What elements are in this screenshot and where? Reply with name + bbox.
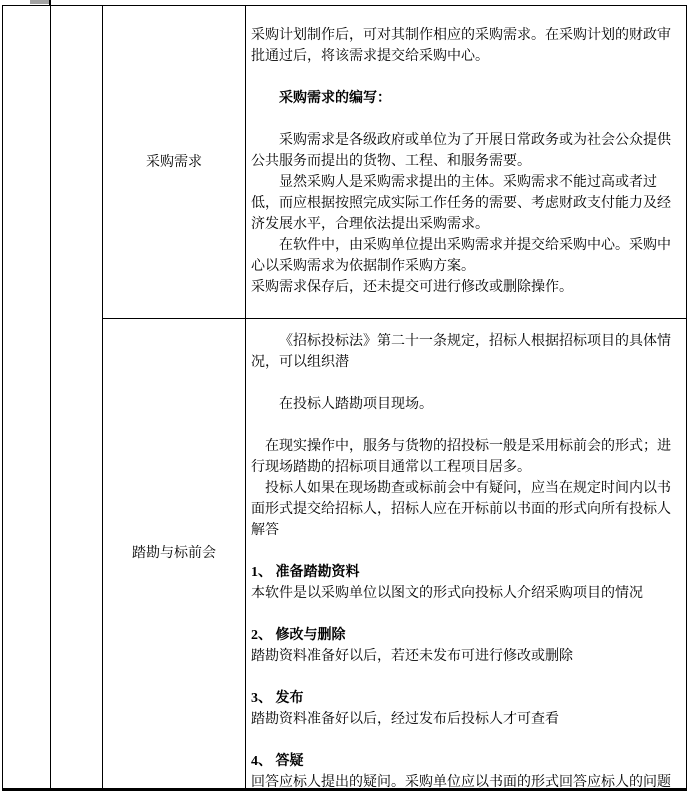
row-content-procurement-demand bbox=[246, 6, 686, 319]
paragraph: 显然采购人是采购需求提出的主体。采购需求不能过高或者过低，而应根据按照完成实际工作任务的需要、考虑财政支付能力及经济发展水平，合理依法提出采购需求。 bbox=[251, 175, 671, 232]
paragraph: 投标人如果在现场勘查或标前会中有疑问，应当在规定时间内以书面形式提交给招标人，招标人应在开标前以书面的形式向所有投标人解答 bbox=[251, 481, 671, 538]
blank-line bbox=[251, 415, 682, 436]
row-label-cell-site-survey bbox=[103, 319, 246, 788]
paragraph: 3、 发布 bbox=[251, 691, 304, 706]
blank-line bbox=[251, 604, 682, 625]
paragraph: 踏勘资料准备好以后，经过发布后投标人才可查看 bbox=[251, 712, 559, 727]
paragraph: 1、 准备踏勘资料 bbox=[251, 565, 360, 580]
paragraph: 采购计划制作后，可对其制作相应的采购需求。在采购计划的财政审批通过后，将该需求提交给采购中心。 bbox=[251, 28, 671, 64]
document-table bbox=[2, 5, 687, 791]
empty-cell-col1 bbox=[3, 6, 51, 788]
row-label-cell-procurement-demand bbox=[103, 6, 246, 319]
blank-line bbox=[251, 667, 682, 688]
paragraph: 2、 修改与删除 bbox=[251, 628, 346, 643]
row-label-site-survey: 踏勘与标前会 bbox=[132, 546, 216, 561]
blank-line bbox=[251, 67, 682, 88]
scrollbar-artifact bbox=[30, 0, 50, 4]
blank-line bbox=[251, 109, 682, 130]
paragraph: 《招标投标法》第二十一条规定，招标人根据招标项目的具体情况，可以组织潜 bbox=[251, 334, 671, 370]
paragraph: 踏勘资料准备好以后，若还未发布可进行修改或删除 bbox=[251, 649, 573, 664]
paragraph: 在软件中，由采购单位提出采购需求并提交给采购中心。采购中心以采购需求为依据制作采购方案。 bbox=[251, 238, 671, 274]
paragraph: 在投标人踏勘项目现场。 bbox=[279, 397, 433, 412]
row-label-procurement-demand: 采购需求 bbox=[146, 154, 202, 170]
blank-line bbox=[251, 541, 682, 562]
blank-line bbox=[251, 373, 682, 394]
empty-cell-col2 bbox=[51, 6, 103, 788]
paragraph: 4、 答疑 bbox=[251, 754, 304, 769]
paragraph: 采购需求的编写： bbox=[279, 91, 391, 106]
paragraph: 采购需求是各级政府或单位为了开展日常政务或为社会公众提供公共服务而提出的货物、工程、和服务需要。 bbox=[251, 133, 671, 169]
row-content-site-survey bbox=[246, 319, 686, 788]
paragraph: 采购需求保存后，还未提交可进行修改或删除操作。 bbox=[251, 280, 573, 295]
paragraph: 回答应标人提出的疑问。采购单位应以书面的形式回答应标人的问题 bbox=[251, 775, 671, 788]
paragraph: 在现实操作中，服务与货物的招投标一般是采用标前会的形式；进行现场踏勘的招标项目通常以工程项目居多。 bbox=[251, 439, 671, 475]
paragraph: 本软件是以采购单位以图文的形式向投标人介绍采购项目的情况 bbox=[251, 586, 643, 601]
blank-line bbox=[251, 730, 682, 751]
